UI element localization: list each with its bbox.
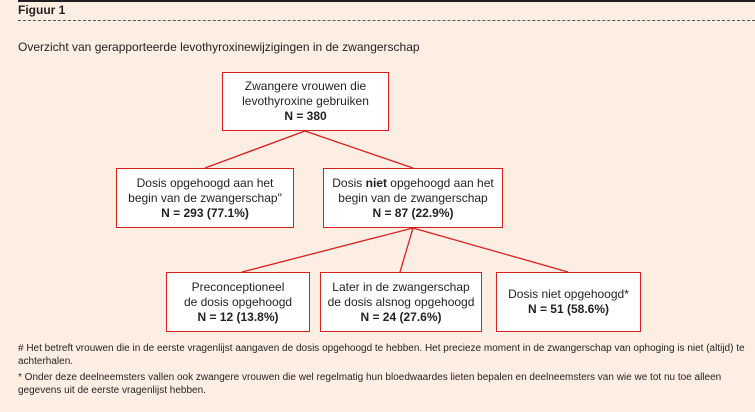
box-root — [222, 72, 389, 131]
box-dose-increased-count: N = 293 (77.1%) — [161, 205, 249, 220]
box-dose-not-increased-line1 — [332, 176, 493, 191]
line1-prefix: Dosis — [332, 175, 366, 190]
box-later-increased-count: N = 24 (27.6%) — [360, 309, 442, 324]
box-preconceptional-line1: Preconceptioneel — [191, 279, 285, 294]
connector-not-increased-to-preconceptional — [242, 228, 413, 272]
box-dose-increased — [116, 168, 294, 228]
box-never-increased — [496, 272, 641, 332]
connector-root-to-increased — [205, 131, 305, 168]
box-root-count: N = 380 — [284, 109, 327, 123]
connector-root-to-not-increased — [305, 131, 413, 168]
box-dose-increased-line1: Dosis opgehoogd aan het — [136, 175, 274, 190]
box-dose-increased-line2: begin van de zwangerschap" — [128, 190, 282, 205]
box-later-increased-line2: de dosis alsnog opgehoogd — [327, 294, 475, 309]
box-later-increased-line1: Later in de zwangerschap — [332, 279, 470, 294]
footnote-asterisk: * Onder deze deelneemsters vallen ook zwangere vrouwen die wel regelmatig hun bloedwaardes lieten bepalen en deelneemsters van wie we tot nu toe alleen gegevens uit de eerste vragenlijst hebben. — [18, 372, 722, 396]
line1-bold-word: niet — [365, 175, 387, 190]
box-root-line1: Zwangere vrouwen die — [244, 79, 367, 93]
box-never-increased-count: N = 51 (58.6%) — [527, 302, 610, 316]
box-preconceptional-line2: de dosis opgehoogd — [183, 294, 293, 309]
box-later-increased — [320, 272, 482, 332]
line1-suffix: opgehoogd aan het — [386, 175, 494, 190]
box-never-increased-line1: Dosis niet opgehoogd* — [508, 287, 629, 301]
box-preconceptional — [166, 272, 310, 332]
box-preconceptional-count: N = 12 (13.8%) — [197, 309, 279, 324]
connector-not-increased-to-later — [400, 228, 413, 272]
box-dose-not-increased-count: N = 87 (22.9%) — [372, 205, 454, 220]
figure-label: Figuur 1 — [18, 3, 66, 17]
connector-not-increased-to-never — [413, 228, 568, 272]
box-dose-not-increased — [323, 168, 503, 228]
box-dose-not-increased-line2: begin van de zwangerschap — [338, 190, 488, 205]
box-root-line2: levothyroxine gebruiken — [242, 94, 369, 108]
footnote-hash: # Het betreft vrouwen die in de eerste vragenlijst aangaven de dosis opgehoogd te hebben. Het precieze moment in de zwangerschap van ophoging is niet (altijd) te achterhalen. — [18, 343, 745, 367]
figure-subtitle: Overzicht van gerapporteerde levothyroxinewijzigingen in de zwangerschap — [18, 40, 420, 54]
